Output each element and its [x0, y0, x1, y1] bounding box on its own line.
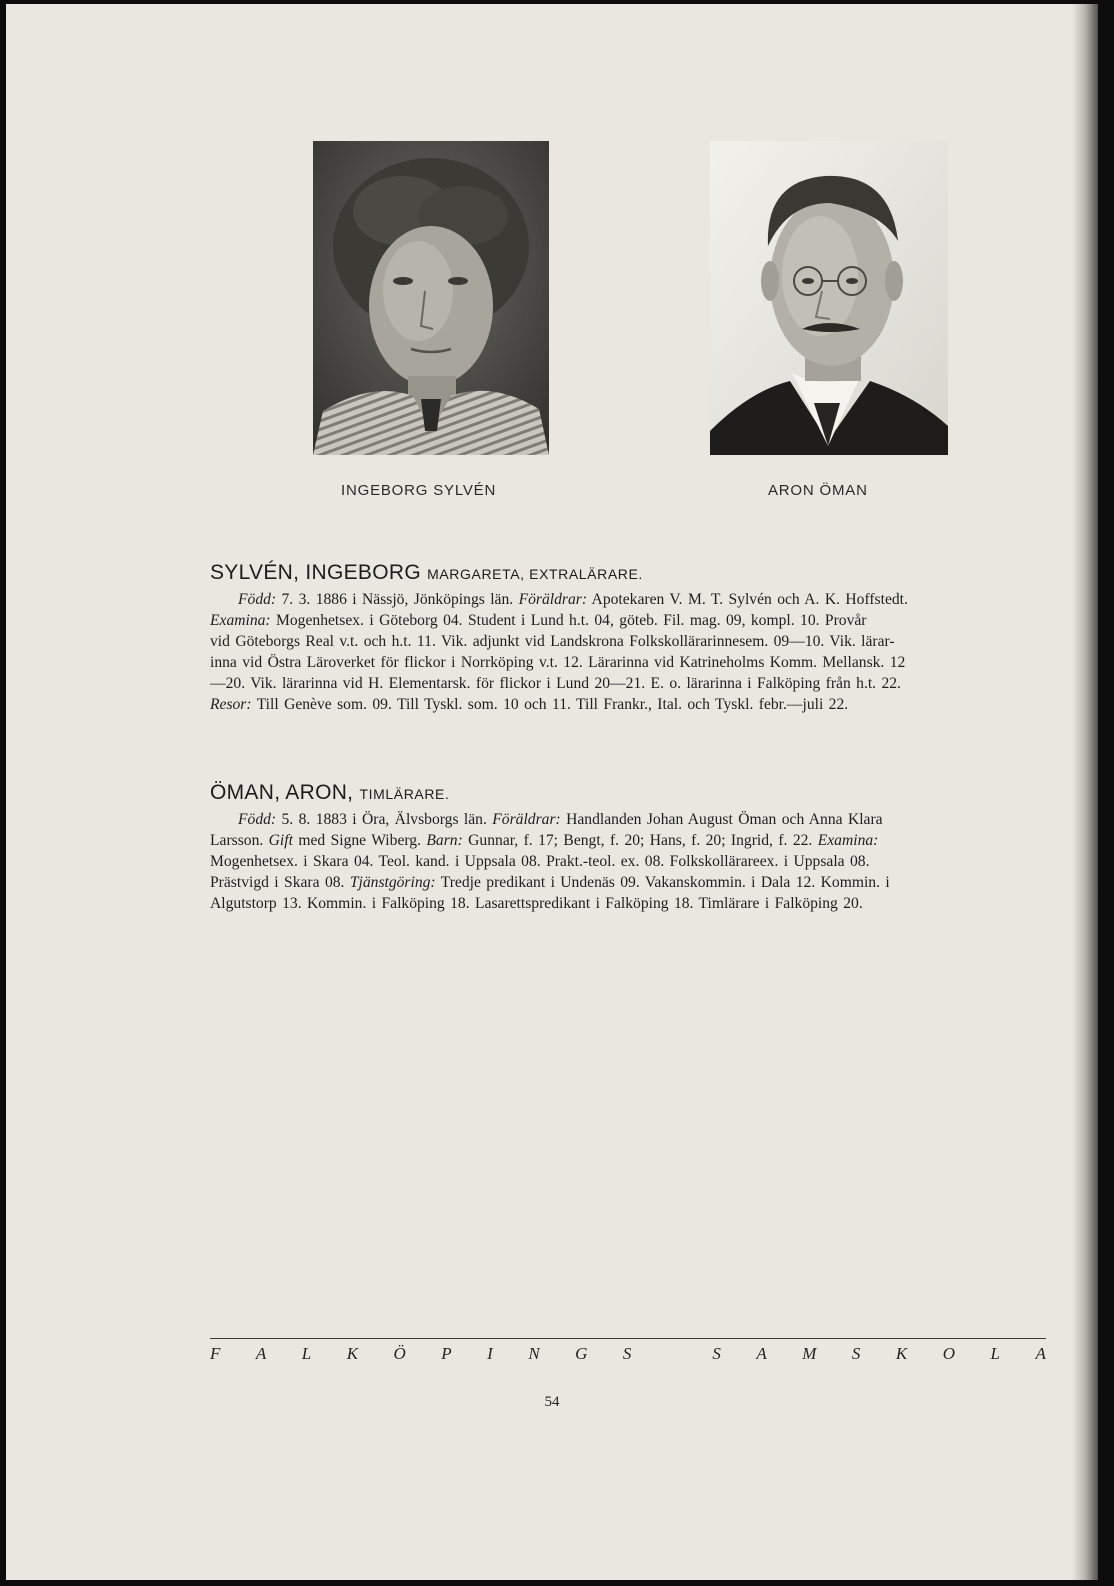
footer-rule [210, 1338, 1046, 1339]
entry-title: TIMLÄRARE. [359, 786, 450, 802]
entry-text-line: —20. Vik. lärarinna vid H. Elementarsk. för flickor i Lund 20—21. E. o. lärarinna i Falköping från h.t. 22. [210, 675, 901, 692]
footer-letter: A [255, 1344, 267, 1363]
footer-letter: F [210, 1344, 221, 1363]
footer-letter: K [895, 1344, 908, 1363]
entry-heading [210, 561, 1046, 585]
footer-letter: P [441, 1344, 452, 1363]
page-number: 54 [544, 1394, 560, 1410]
caption-ingeborg-sylven: INGEBORG SYLVÉN [341, 482, 497, 499]
page-spine-shadow [1072, 4, 1098, 1580]
entry-body [210, 589, 1046, 715]
book-page [6, 4, 1098, 1580]
entry-sylven [210, 561, 1046, 715]
footer-letter: N [528, 1344, 540, 1363]
entry-title: MARGARETA, EXTRALÄRARE. [427, 566, 643, 582]
footer-letter: I [487, 1344, 493, 1363]
footer-letter: K [346, 1344, 359, 1363]
entry-oman [210, 781, 1046, 914]
entry-text-line: Larsson. Gift med Signe Wiberg. Barn: Gunnar, f. 17; Bengt, f. 20; Hans, f. 20; Ingrid, f. 22. Examina: [210, 832, 879, 849]
entry-text-line: Algutstorp 13. Kommin. i Falköping 18. Lasarettspredikant i Falköping 18. Timlärare i Falköping 20. [210, 895, 863, 912]
footer-letter: G [575, 1344, 588, 1363]
portrait-ingeborg-sylven [313, 141, 549, 455]
entry-text-line: Född: 7. 3. 1886 i Nässjö, Jönköpings län. Föräldrar: Apotekaren V. M. T. Sylvén och A. K. Hoffstedt. [238, 591, 908, 608]
footer-letter: O [942, 1344, 955, 1363]
footer-letter: Ö [393, 1344, 406, 1363]
caption-aron-oman: ARON ÖMAN [768, 482, 868, 499]
footer-letter: S [712, 1344, 721, 1363]
entry-text-line: Resor: Till Genève som. 09. Till Tyskl. som. 10 och 11. Till Frankr., Ital. och Tyskl. febr.—juli 22. [210, 696, 849, 713]
entry-text-line: vid Göteborgs Real v.t. och h.t. 11. Vik. adjunkt vid Landskrona Folkskollärarinnesem. 09—10. Vik. lärar- [210, 633, 895, 650]
entry-heading [210, 781, 1046, 805]
entry-text-line: Född: 5. 8. 1883 i Öra, Älvsborgs län. Föräldrar: Handlanden Johan August Öman och Anna Klara [238, 811, 883, 828]
entry-text-line: Prästvigd i Skara 08. Tjänstgöring: Tredje predikant i Undenäs 09. Vakanskommin. i Dala 12. Kommin. i [210, 874, 890, 891]
footer-letter: A [756, 1344, 767, 1363]
footer-letter: A [1035, 1344, 1046, 1363]
entry-name: ÖMAN, ARON, [210, 781, 354, 804]
footer-letter: S [851, 1344, 861, 1363]
footer-school-name [210, 1344, 1046, 1364]
entry-name: SYLVÉN, INGEBORG [210, 561, 421, 584]
footer-letter: L [990, 1344, 1000, 1363]
entry-text-line: Mogenhetsex. i Skara 04. Teol. kand. i Uppsala 08. Prakt.-teol. ex. 08. Folkskollärareex. i Uppsala 08. [210, 853, 870, 870]
entry-body [210, 809, 1046, 914]
portrait-aron-oman [710, 141, 948, 455]
entry-text-line: inna vid Östra Läroverket för flickor i Norrköping v.t. 12. Lärarinna vid Katrineholms Komm. Mellansk. 12 [210, 654, 906, 671]
entry-text-line: Examina: Mogenhetsex. i Göteborg 04. Student i Lund h.t. 04, göteb. Fil. mag. 09, kompl. 10. Provår [210, 612, 867, 629]
footer-letter [667, 1344, 677, 1364]
footer-letter: L [301, 1344, 312, 1363]
footer-letter: M [802, 1344, 817, 1363]
footer-letter: S [622, 1344, 632, 1363]
